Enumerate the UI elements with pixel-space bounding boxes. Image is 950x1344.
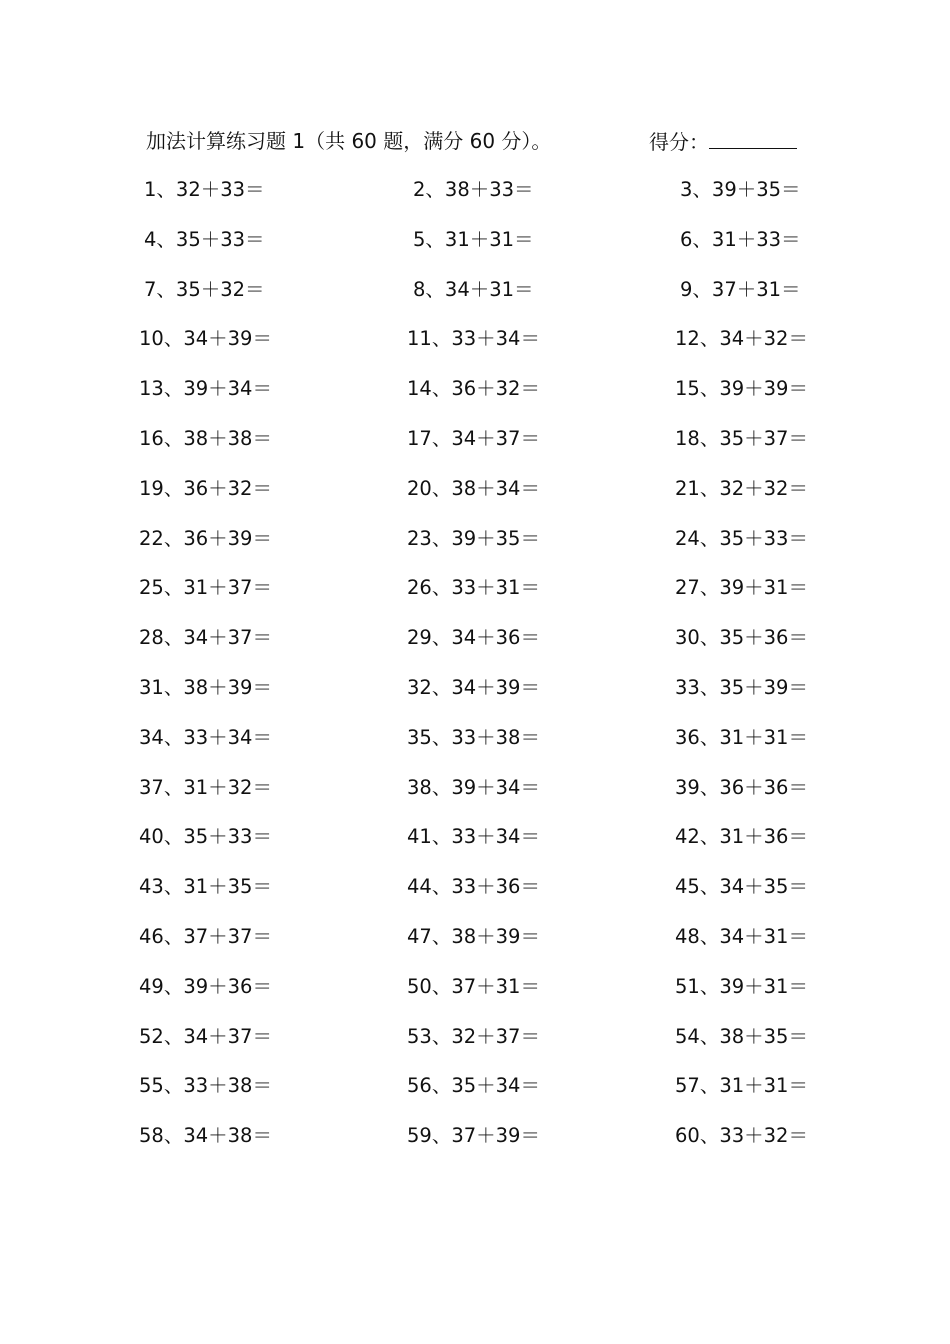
problem-row	[0, 275, 950, 325]
problem-row	[0, 524, 950, 574]
problem-item: 60、33＋32＝	[675, 1124, 808, 1148]
problem-item: 23、39＋35＝	[407, 526, 540, 550]
problem-item: 7、35＋32＝	[144, 277, 265, 301]
problem-item: 9、37＋31＝	[680, 277, 801, 301]
problem-item: 1、32＋33＝	[144, 178, 265, 201]
problem-item: 54、38＋35＝	[675, 1024, 808, 1048]
problem-item: 13、39＋34＝	[139, 377, 272, 401]
problem-item: 47、38＋39＝	[407, 924, 540, 948]
problem-item: 25、31＋37＝	[139, 576, 272, 600]
problem-item: 5、31＋31＝	[413, 227, 534, 251]
problem-item: 31、38＋39＝	[139, 675, 272, 699]
problem-item: 48、34＋31＝	[675, 924, 808, 948]
problem-item: 14、36＋32＝	[407, 377, 540, 401]
problem-item: 51、39＋31＝	[675, 974, 808, 998]
problem-item: 18、35＋37＝	[675, 426, 808, 450]
problem-row	[0, 872, 950, 922]
problem-item: 11、33＋34＝	[407, 327, 540, 351]
problem-item: 46、37＋37＝	[139, 924, 272, 948]
problem-item: 29、34＋36＝	[407, 626, 540, 650]
problem-item: 39、36＋36＝	[675, 775, 808, 799]
problem-item: 17、34＋37＝	[407, 426, 540, 450]
problem-item: 45、34＋35＝	[675, 875, 808, 899]
problem-row	[0, 573, 950, 623]
problem-item: 24、35＋33＝	[675, 526, 808, 550]
problem-row	[0, 1121, 950, 1171]
problem-item: 41、33＋34＝	[407, 825, 540, 849]
problem-item: 33、35＋39＝	[675, 675, 808, 699]
problem-row	[0, 822, 950, 872]
problem-row	[0, 1022, 950, 1072]
score-label: 得分：	[649, 130, 709, 154]
problem-item: 56、35＋34＝	[407, 1074, 540, 1098]
problem-item: 19、36＋32＝	[139, 476, 272, 500]
score-field	[649, 126, 797, 157]
problem-item: 34、33＋34＝	[139, 725, 272, 749]
problem-item: 21、32＋32＝	[675, 476, 808, 500]
problem-grid	[0, 175, 950, 1171]
problem-item: 20、38＋34＝	[407, 476, 540, 500]
problem-row	[0, 922, 950, 972]
problem-item: 53、32＋37＝	[407, 1024, 540, 1048]
problem-item: 26、33＋31＝	[407, 576, 540, 600]
problem-item: 22、36＋39＝	[139, 526, 272, 550]
problem-row	[0, 324, 950, 374]
problem-item: 4、35＋33＝	[144, 227, 265, 251]
problem-item: 10、34＋39＝	[139, 327, 272, 351]
problem-item: 6、31＋33＝	[680, 227, 801, 251]
problem-item: 30、35＋36＝	[675, 626, 808, 650]
problem-row	[0, 623, 950, 673]
problem-row	[0, 773, 950, 823]
problem-item: 50、37＋31＝	[407, 974, 540, 998]
problem-item: 12、34＋32＝	[675, 327, 808, 351]
problem-row	[0, 972, 950, 1022]
problem-row	[0, 225, 950, 275]
problem-row	[0, 1071, 950, 1121]
problem-item: 44、33＋36＝	[407, 875, 540, 899]
problem-item: 8、34＋31＝	[413, 277, 534, 301]
worksheet-header	[146, 126, 826, 156]
problem-item: 49、39＋36＝	[139, 974, 272, 998]
problem-item: 42、31＋36＝	[675, 825, 808, 849]
problem-row	[0, 673, 950, 723]
problem-item: 27、39＋31＝	[675, 576, 808, 600]
worksheet-title: 加法计算练习题 1（共 60 题，满分 60 分）。	[146, 129, 552, 153]
problem-item: 57、31＋31＝	[675, 1074, 808, 1098]
problem-row	[0, 175, 950, 225]
problem-item: 38、39＋34＝	[407, 775, 540, 799]
problem-item: 2、38＋33＝	[413, 178, 534, 201]
problem-row	[0, 424, 950, 474]
problem-item: 59、37＋39＝	[407, 1124, 540, 1148]
problem-item: 16、38＋38＝	[139, 426, 272, 450]
problem-row	[0, 474, 950, 524]
score-blank-line[interactable]	[709, 126, 797, 149]
problem-item: 35、33＋38＝	[407, 725, 540, 749]
problem-item: 55、33＋38＝	[139, 1074, 272, 1098]
problem-item: 36、31＋31＝	[675, 725, 808, 749]
problem-item: 37、31＋32＝	[139, 775, 272, 799]
problem-item: 15、39＋39＝	[675, 377, 808, 401]
problem-row	[0, 374, 950, 424]
problem-item: 28、34＋37＝	[139, 626, 272, 650]
problem-item: 40、35＋33＝	[139, 825, 272, 849]
problem-item: 3、39＋35＝	[680, 178, 801, 201]
problem-item: 52、34＋37＝	[139, 1024, 272, 1048]
problem-item: 32、34＋39＝	[407, 675, 540, 699]
problem-row	[0, 723, 950, 773]
problem-item: 43、31＋35＝	[139, 875, 272, 899]
problem-item: 58、34＋38＝	[139, 1124, 272, 1148]
